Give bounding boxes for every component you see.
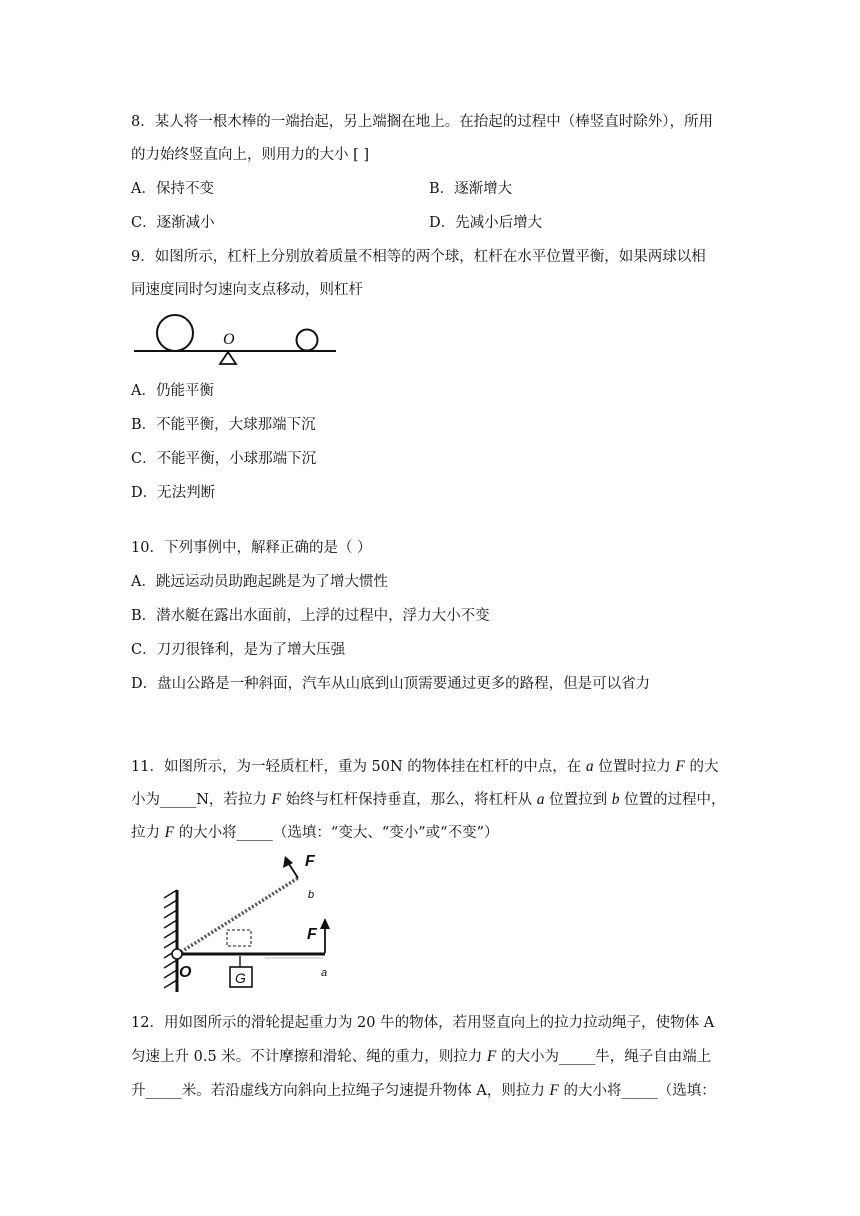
weight-dashed-box <box>227 930 251 946</box>
pivot-circle <box>172 949 182 959</box>
large-ball <box>157 315 193 351</box>
q8-option-b: B．逐渐增大 <box>429 181 513 197</box>
q10-option-c: C．刀刃很锋利，是为了增大压强 <box>131 642 346 658</box>
point-label-b: b <box>308 889 315 901</box>
q9-option-d: D．无法判断 <box>131 485 216 501</box>
small-ball <box>297 330 318 351</box>
force-label-right: F <box>307 926 317 943</box>
q8-option-d: D．先减小后增大 <box>429 215 543 231</box>
force-arrow-b <box>289 864 298 878</box>
q10-option-d: D．盘山公路是一种斜面，汽车从山底到山顶需要通过更多的路程，但是可以省力 <box>131 676 651 692</box>
lever-raised-dashed <box>181 878 298 952</box>
fulcrum-label: O <box>223 331 235 348</box>
q9-stem-line1: 9．如图所示，杠杆上分别放着质量不相等的两个球，杠杆在水平位置平衡，如果两球以相 <box>131 249 706 265</box>
q11-lever-figure <box>155 852 355 994</box>
q11-stem-line3: 拉力 F 的大小将_____（选填：“变大、“变小”或“不变”） <box>131 824 499 841</box>
wall-hatching <box>164 890 177 992</box>
force-label-top: F <box>305 853 315 870</box>
q10-stem: 10．下列事例中，解释正确的是（ ） <box>131 540 372 556</box>
q11-stem-line1: 11．如图所示，为一轻质杠杆，重为 50N 的物体挂在杠杆的中点，在 a 位置时拉力 F 的大 <box>131 758 719 775</box>
weight-label-g: G <box>235 970 246 986</box>
q10-option-b: B．潜水艇在露出水面前，上浮的过程中，浮力大小不变 <box>131 608 490 624</box>
q9-lever-figure <box>130 312 340 368</box>
q8-stem-line1: 8．某人将一根木棒的一端抬起，另上端搁在地上。在抬起的过程中（棒竖直时除外），所用 <box>131 114 713 130</box>
q9-option-a: A．仍能平衡 <box>131 383 214 399</box>
q9-option-c: C．不能平衡，小球那端下沉 <box>131 451 317 467</box>
pivot-label-o: O <box>179 964 192 981</box>
q12-stem-line1: 12．用如图所示的滑轮提起重力为 20 牛的物体，若用竖直向上的拉力拉动绳子，使物体 A <box>131 1015 715 1031</box>
q11-stem-line2: 小为_____N，若拉力 F 始终与杠杆保持垂直，那么，将杠杆从 a 位置拉到 b 位置的过程中， <box>131 791 726 808</box>
point-label-a: a <box>321 967 328 979</box>
q12-stem-line2: 匀速上升 0.5 米。不计摩擦和滑轮、绳的重力，则拉力 F 的大小为_____牛，绳子自由端上 <box>131 1048 712 1065</box>
fulcrum-triangle <box>220 352 236 364</box>
q8-stem-line2: 的力始终竖直向上，则用力的大小 [ ] <box>131 147 370 163</box>
q8-option-a: A．保持不变 <box>131 181 214 197</box>
q12-stem-line3: 升_____米。若沿虚线方向斜向上拉绳子匀速提升物体 A，则拉力 F 的大小将_____（选填： <box>131 1082 716 1099</box>
q8-option-c: C．逐渐减小 <box>131 215 215 231</box>
q9-stem-line2: 同速度同时匀速向支点移动，则杠杆 <box>131 282 363 298</box>
q9-option-b: B．不能平衡，大球那端下沉 <box>131 417 316 433</box>
q10-option-a: A．跳远运动员助跑起跳是为了增大惯性 <box>131 574 388 590</box>
